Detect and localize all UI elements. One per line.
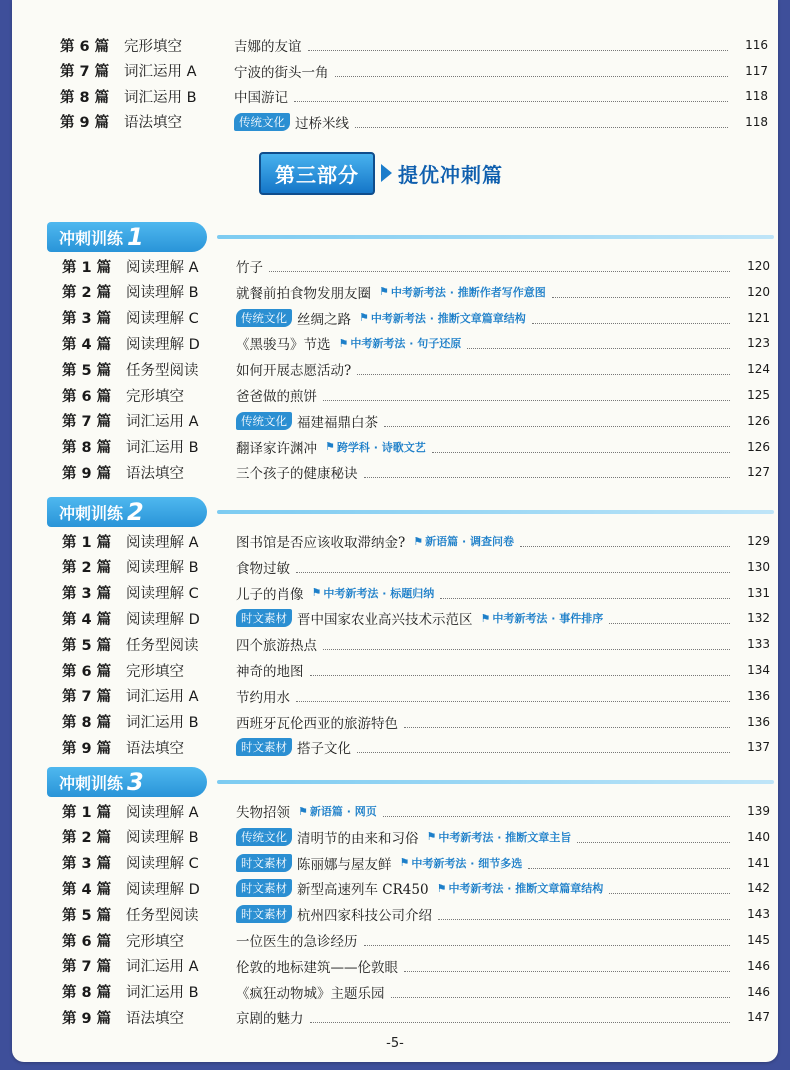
- book-icon: ⚑: [325, 440, 335, 454]
- entry-page: 127: [747, 465, 770, 480]
- dot-leader: [269, 270, 730, 272]
- entry-type: 词汇运用 A: [126, 414, 199, 431]
- dot-leader: [404, 970, 730, 972]
- entry-title-group: [236, 853, 734, 873]
- book-icon: ⚑: [480, 611, 491, 625]
- dot-leader: [323, 399, 730, 401]
- entry-title: 三个孩子的健康秘诀: [236, 466, 358, 483]
- entry-number: 第 7 篇: [62, 414, 112, 431]
- entry-page: 120: [747, 259, 770, 273]
- topic-tag: 时文素材: [236, 738, 292, 756]
- dot-leader: [296, 700, 730, 702]
- section-label: 冲刺训练: [59, 773, 124, 793]
- toc-entry[interactable]: [62, 903, 770, 925]
- entry-title: 福建福鼎白茶: [297, 414, 378, 431]
- section-badge: [47, 767, 207, 797]
- entry-type: 完形填空: [126, 933, 184, 950]
- entry-number: 第 5 篇: [62, 907, 112, 924]
- exam-note: [325, 439, 426, 455]
- exam-note: [298, 803, 377, 819]
- entry-title: 宁波的街头一角: [234, 64, 329, 81]
- dot-leader: [609, 622, 730, 624]
- dot-leader: [310, 674, 731, 676]
- entry-title: 京剧的魅力: [236, 1011, 304, 1028]
- arrow-icon: [381, 164, 392, 182]
- toc-entry[interactable]: [62, 358, 770, 380]
- toc-entry[interactable]: [60, 111, 768, 133]
- entry-page: 142: [747, 881, 770, 896]
- part-banner: [259, 154, 503, 192]
- entry-type: 词汇运用 A: [126, 959, 199, 976]
- entry-number: 第 1 篇: [62, 534, 112, 551]
- toc-entry[interactable]: [62, 530, 770, 552]
- exam-note: [413, 533, 514, 549]
- entry-title-group: [236, 608, 734, 628]
- toc-entry[interactable]: [62, 981, 770, 1003]
- dot-leader: [609, 892, 730, 894]
- toc-page: [12, 0, 778, 1062]
- entry-number: 第 1 篇: [62, 259, 112, 276]
- entry-number: 第 6 篇: [62, 933, 112, 950]
- entry-page: 124: [747, 362, 770, 377]
- entry-title-group: [234, 112, 732, 132]
- entry-title-group: [236, 308, 734, 328]
- book-icon: ⚑: [436, 881, 447, 895]
- toc-entry[interactable]: [62, 633, 770, 655]
- entry-title-group: [234, 35, 732, 55]
- entry-title-group: [236, 385, 734, 405]
- section-rule: [217, 510, 774, 514]
- entry-page: 136: [747, 688, 770, 703]
- entry-type: 阅读理解 B: [126, 285, 199, 302]
- entry-number: 第 8 篇: [62, 440, 112, 457]
- book-icon: ⚑: [413, 534, 424, 548]
- exam-note: [312, 585, 435, 601]
- entry-type: 语法填空: [126, 740, 184, 757]
- dot-leader: [552, 296, 730, 298]
- entry-title: 《疯狂动物城》主题乐园: [236, 985, 385, 1002]
- toc-entry[interactable]: [62, 410, 770, 432]
- entry-number: 第 6 篇: [62, 388, 112, 405]
- entry-type: 词汇运用 B: [126, 440, 199, 457]
- entry-type: 阅读理解 A: [126, 259, 199, 276]
- entry-page: 140: [747, 829, 770, 844]
- exam-note-text: 中考新考法 · 事件排序: [492, 612, 604, 626]
- entry-page: 141: [747, 855, 770, 870]
- exam-note: [379, 284, 546, 300]
- section-badge: [47, 222, 207, 252]
- dot-leader: [364, 944, 731, 946]
- toc-entry[interactable]: [60, 85, 768, 107]
- entry-type: 词汇运用 B: [124, 89, 197, 106]
- entry-title: 陈丽娜与屋友鲜: [297, 856, 392, 873]
- entry-title: 四个旅游热点: [236, 638, 317, 655]
- entry-page: 129: [747, 534, 770, 548]
- topic-tag: 传统文化: [236, 412, 292, 430]
- section-label: 冲刺训练: [59, 503, 124, 523]
- entry-title: 失物招领: [236, 805, 290, 821]
- entry-title: 新型高速列车 CR450: [297, 882, 429, 899]
- entry-number: 第 2 篇: [62, 560, 112, 577]
- entry-number: 第 1 篇: [62, 804, 112, 821]
- entry-title-group: [236, 878, 734, 898]
- section-number: 3: [127, 768, 144, 796]
- toc-entry[interactable]: [62, 852, 770, 874]
- entry-type: 阅读理解 D: [126, 611, 200, 628]
- entry-number: 第 9 篇: [62, 465, 112, 482]
- entry-number: 第 7 篇: [62, 689, 112, 706]
- entry-number: 第 3 篇: [62, 311, 112, 328]
- entry-title-group: [236, 827, 734, 847]
- entry-number: 第 4 篇: [62, 881, 112, 898]
- section-header: [47, 222, 782, 252]
- toc-entry[interactable]: [62, 826, 770, 848]
- section-number: 2: [127, 498, 144, 526]
- entry-type: 阅读理解 D: [126, 881, 200, 898]
- topic-tag: 时文素材: [236, 854, 292, 872]
- toc-entry[interactable]: [62, 711, 770, 733]
- exam-note-text: 新语篇 · 调查问卷: [425, 535, 514, 548]
- entry-title-group: [236, 462, 734, 482]
- exam-note: [437, 880, 604, 896]
- entry-type: 任务型阅读: [126, 362, 199, 379]
- book-icon: ⚑: [311, 586, 322, 600]
- entry-page: 120: [747, 284, 770, 299]
- toc-entry[interactable]: [62, 877, 770, 899]
- entry-title: 图书馆是否应该收取滞纳金?: [236, 535, 406, 551]
- exam-note: [359, 310, 526, 326]
- page-number: -5-: [386, 1036, 404, 1051]
- entry-title: 过桥米线: [295, 115, 349, 132]
- dot-leader: [438, 918, 730, 920]
- entry-title: 节约用水: [236, 689, 290, 706]
- dot-leader: [308, 49, 729, 51]
- entry-type: 词汇运用 B: [126, 715, 199, 732]
- entry-title-group: [236, 333, 734, 353]
- entry-title: 丝绸之路: [297, 311, 351, 328]
- dot-leader: [335, 75, 729, 77]
- topic-tag: 时文素材: [236, 609, 292, 627]
- section-header: [47, 767, 782, 797]
- topic-tag: 时文素材: [236, 905, 292, 923]
- toc-entry[interactable]: [62, 685, 770, 707]
- entry-number: 第 5 篇: [62, 637, 112, 654]
- entry-number: 第 4 篇: [62, 336, 112, 353]
- entry-type: 阅读理解 B: [126, 830, 199, 847]
- entry-number: 第 9 篇: [60, 115, 110, 131]
- entry-page: 136: [747, 714, 770, 729]
- toc-entry[interactable]: [62, 736, 770, 758]
- entry-number: 第 8 篇: [62, 985, 112, 1002]
- entry-type: 语法填空: [124, 115, 182, 131]
- entry-title-group: [236, 411, 734, 431]
- toc-entry[interactable]: [62, 659, 770, 681]
- entry-number: 第 5 篇: [62, 362, 112, 379]
- exam-note: [481, 610, 604, 626]
- toc-entry[interactable]: [62, 461, 770, 483]
- entry-title: 就餐前拍食物发朋友圈: [236, 285, 371, 302]
- entry-title-group: [236, 801, 734, 821]
- entry-title: 翻译家许渊冲: [236, 440, 317, 457]
- entry-page: 146: [747, 958, 770, 973]
- toc-entry[interactable]: [62, 1006, 770, 1028]
- entry-title: 神奇的地图: [236, 664, 304, 680]
- entry-number: 第 3 篇: [62, 586, 112, 603]
- entry-number: 第 9 篇: [62, 740, 112, 757]
- dot-leader: [528, 867, 730, 869]
- entry-type: 词汇运用 A: [124, 64, 197, 80]
- entry-page: 139: [747, 804, 770, 818]
- entry-number: 第 4 篇: [62, 611, 112, 628]
- entry-title-group: [236, 930, 734, 950]
- entry-page: 147: [747, 1010, 770, 1025]
- entry-number: 第 8 篇: [60, 89, 110, 106]
- part-subtitle: 提优冲刺篇: [398, 162, 503, 187]
- entry-title: 一位医生的急诊经历: [236, 934, 358, 950]
- toc-entry[interactable]: [62, 955, 770, 977]
- entry-type: 任务型阅读: [126, 637, 199, 654]
- entry-number: 第 3 篇: [62, 856, 112, 873]
- toc-entry[interactable]: [62, 281, 770, 303]
- section-rule: [217, 780, 774, 784]
- entry-page: 126: [747, 413, 770, 428]
- toc-entry[interactable]: [62, 307, 770, 329]
- toc-entry[interactable]: [60, 34, 768, 56]
- exam-note-text: 中考新考法 · 推断文章篇章结构: [448, 882, 604, 896]
- entry-type: 词汇运用 A: [126, 689, 199, 706]
- entry-number: 第 7 篇: [62, 959, 112, 976]
- entry-title-group: [236, 982, 734, 1002]
- entry-type: 完形填空: [126, 663, 184, 680]
- entry-title: 晋中国家农业高兴技术示范区: [297, 612, 473, 629]
- dot-leader: [404, 726, 730, 728]
- entry-title: 《黑骏马》节选: [236, 337, 331, 354]
- entry-type: 任务型阅读: [126, 907, 199, 924]
- entry-title-group: [236, 437, 734, 457]
- entry-type: 阅读理解 D: [126, 336, 200, 353]
- entry-title-group: [236, 634, 734, 654]
- dot-leader: [357, 751, 730, 753]
- entry-type: 语法填空: [126, 465, 184, 482]
- exam-note: [339, 335, 462, 351]
- entry-type: 阅读理解 C: [126, 856, 199, 873]
- entry-number: 第 6 篇: [62, 663, 112, 680]
- book-icon: ⚑: [399, 856, 410, 870]
- exam-note: [400, 855, 523, 871]
- toc-entry[interactable]: [62, 255, 770, 277]
- exam-note-text: 中考新考法 · 细节多选: [411, 856, 523, 870]
- entry-title-group: [236, 583, 734, 603]
- entry-page: 146: [747, 984, 770, 999]
- exam-note: [427, 829, 572, 845]
- entry-title-group: [236, 660, 734, 680]
- entry-type: 阅读理解 B: [126, 560, 199, 577]
- toc-entry[interactable]: [62, 607, 770, 629]
- entry-title: 食物过敏: [236, 560, 290, 577]
- toc-entry[interactable]: [62, 929, 770, 951]
- entry-page: 126: [747, 439, 770, 454]
- entry-number: 第 8 篇: [62, 715, 112, 732]
- entry-page: 125: [747, 388, 770, 402]
- dot-leader: [520, 545, 730, 547]
- entry-title: 如何开展志愿活动?: [236, 363, 352, 380]
- entry-type: 阅读理解 A: [126, 534, 199, 551]
- book-icon: ⚑: [426, 830, 437, 844]
- exam-note-text: 中考新考法 · 标题归纳: [323, 586, 435, 600]
- exam-note-text: 中考新考法 · 推断作者写作意图: [390, 285, 546, 299]
- entry-number: 第 2 篇: [62, 830, 112, 847]
- topic-tag: 传统文化: [236, 309, 292, 327]
- entry-title-group: [236, 686, 734, 706]
- entry-title: 清明节的由来和习俗: [297, 830, 419, 847]
- entry-title-group: [236, 256, 734, 276]
- entry-title-group: [236, 282, 734, 302]
- entry-page: 133: [747, 637, 770, 652]
- entry-title: 杭州四家科技公司介绍: [297, 908, 432, 925]
- entry-title: 爸爸做的煎饼: [236, 389, 317, 405]
- entry-page: 145: [747, 933, 770, 947]
- entry-title: 西班牙瓦伦西亚的旅游特色: [236, 715, 398, 732]
- entry-type: 词汇运用 B: [126, 985, 199, 1002]
- entry-type: 阅读理解 C: [126, 586, 199, 603]
- entry-title-group: [236, 359, 734, 379]
- entry-page: 134: [747, 663, 770, 677]
- section-header: [47, 497, 782, 527]
- entry-number: 第 7 篇: [60, 64, 110, 80]
- toc-entry[interactable]: [62, 556, 770, 578]
- topic-tag: 传统文化: [236, 828, 292, 846]
- entry-page: 137: [747, 740, 770, 755]
- entry-page: 118: [745, 89, 768, 103]
- toc-entry[interactable]: [62, 436, 770, 458]
- entry-page: 123: [747, 336, 770, 351]
- entry-type: 完形填空: [126, 388, 184, 405]
- dot-leader: [296, 571, 730, 573]
- dot-leader: [432, 451, 730, 453]
- entry-page: 131: [747, 585, 770, 600]
- entry-title-group: [236, 531, 734, 551]
- entry-page: 130: [747, 559, 770, 574]
- section-number: 1: [127, 223, 144, 251]
- section-label: 冲刺训练: [59, 228, 124, 248]
- entry-title-group: [236, 904, 734, 924]
- entry-title: 吉娜的友谊: [234, 39, 302, 55]
- entry-page: 132: [747, 611, 770, 626]
- entry-type: 完形填空: [124, 38, 182, 55]
- entry-type: 语法填空: [126, 1010, 184, 1027]
- toc-entry[interactable]: [62, 332, 770, 354]
- entry-title-group: [234, 86, 732, 106]
- toc-entry[interactable]: [62, 800, 770, 822]
- entry-title: 儿子的肖像: [236, 586, 304, 603]
- entry-title-group: [236, 557, 734, 577]
- entry-number: 第 2 篇: [62, 285, 112, 302]
- entry-type: 阅读理解 A: [126, 804, 199, 821]
- dot-leader: [323, 648, 730, 650]
- entry-title: 竹子: [236, 260, 263, 276]
- exam-note-text: 中考新考法 · 推断文章篇章结构: [370, 311, 526, 325]
- entry-title-group: [236, 712, 734, 732]
- entry-number: 第 9 篇: [62, 1010, 112, 1027]
- toc-entry[interactable]: [62, 582, 770, 604]
- dot-leader: [384, 425, 730, 427]
- dot-leader: [364, 476, 731, 478]
- exam-note-text: 跨学科 · 诗歌文艺: [336, 440, 426, 454]
- entry-title-group: [236, 1007, 734, 1027]
- dot-leader: [383, 815, 730, 817]
- toc-entry[interactable]: [60, 60, 768, 82]
- entry-title: 搭子文化: [297, 741, 351, 758]
- dot-leader: [532, 322, 730, 324]
- topic-tag: 时文素材: [236, 879, 292, 897]
- entry-type: 阅读理解 C: [126, 311, 199, 328]
- entry-title: 伦敦的地标建筑——伦敦眼: [236, 959, 398, 976]
- section-rule: [217, 235, 774, 239]
- book-icon: ⚑: [359, 311, 369, 325]
- exam-note-text: 中考新考法 · 句子还原: [350, 337, 462, 351]
- entry-page: 143: [747, 907, 770, 922]
- entry-title-group: [236, 737, 734, 757]
- entry-page: 121: [747, 310, 770, 325]
- dot-leader: [355, 126, 728, 128]
- dot-leader: [357, 373, 730, 375]
- entry-title-group: [234, 61, 732, 81]
- dot-leader: [440, 597, 730, 599]
- entry-page: 118: [745, 114, 768, 129]
- dot-leader: [294, 100, 728, 102]
- book-icon: ⚑: [338, 336, 349, 350]
- part-label: 第三部分: [259, 152, 375, 195]
- book-icon: ⚑: [298, 804, 308, 818]
- exam-note-text: 新语篇 · 网页: [309, 805, 377, 818]
- exam-note-text: 中考新考法 · 推断文章主旨: [438, 830, 572, 844]
- entry-page: 117: [745, 63, 768, 78]
- entry-title-group: [236, 956, 734, 976]
- entry-number: 第 6 篇: [60, 38, 110, 55]
- dot-leader: [391, 996, 731, 998]
- entry-page: 116: [745, 38, 768, 52]
- toc-entry[interactable]: [62, 384, 770, 406]
- topic-tag: 传统文化: [234, 113, 290, 131]
- section-badge: [47, 497, 207, 527]
- dot-leader: [310, 1021, 731, 1023]
- dot-leader: [467, 347, 730, 349]
- book-icon: ⚑: [379, 285, 389, 299]
- entry-title: 中国游记: [234, 90, 288, 106]
- dot-leader: [577, 841, 730, 843]
